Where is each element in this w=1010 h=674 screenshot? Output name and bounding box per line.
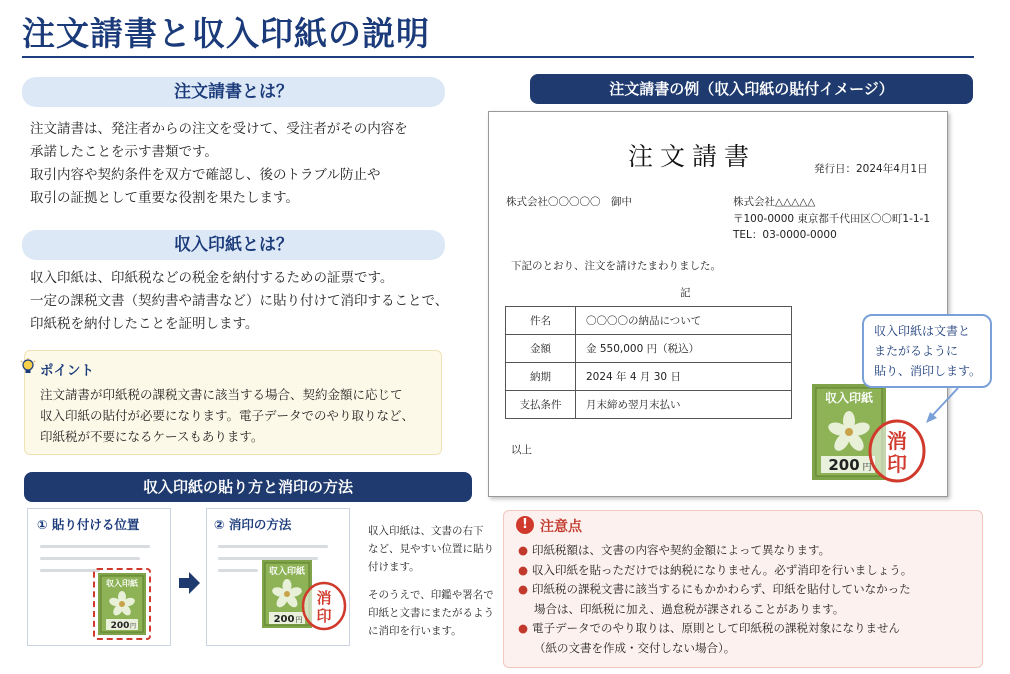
cancel-seal	[300, 580, 348, 632]
list-item: ● 電子データでのやり取りは、原則として印紙税の課税対象になりません	[518, 621, 901, 635]
table-value: 月末締め翌月末払い	[576, 391, 792, 419]
text-line: 収入印紙の貼付が必要になります。電子データでのやり取りなど、	[40, 408, 415, 423]
text-placeholder-line	[218, 545, 328, 548]
table-key: 件名	[506, 307, 576, 335]
callout-arrow-icon	[920, 386, 970, 426]
seal-char: 印	[316, 607, 332, 625]
list-item: ● 印紙税額は、文書の内容や契約金額によって異なります。	[518, 543, 831, 557]
table-value: 2024 年 4 月 30 日	[576, 363, 792, 391]
table-value: 〇〇〇〇の納品について	[576, 307, 792, 335]
text-line: 収入印紙は、印紙税などの税金を納付するための証票です。	[30, 270, 394, 286]
table-key: 支払条件	[506, 391, 576, 419]
lightbulb-icon	[20, 358, 36, 376]
text-line: に消印を行います。	[368, 625, 462, 637]
title-divider	[22, 56, 974, 58]
stamp-yen: 円	[862, 463, 872, 473]
method-desc-2	[368, 586, 494, 640]
list-item: ● 印紙税の課税文書に該当するにもかかわらず、印紙を貼付していなかった	[518, 582, 911, 596]
table-value: 金 550,000 円（税込）	[576, 335, 792, 363]
step2-label: ② 消印の方法	[214, 517, 292, 532]
stamp-yen: 円	[129, 623, 137, 630]
stamp-price: 200	[110, 621, 130, 631]
exclamation-icon: !	[516, 516, 534, 534]
doc-table	[505, 306, 792, 419]
stamp-callout	[862, 314, 992, 388]
list-item-continued: （紙の文書を作成・交付しない場合）。	[534, 640, 736, 655]
stamp-label: 収入印紙	[268, 567, 306, 577]
text-line: 印紙と文書にまたがるよう	[368, 607, 494, 619]
issuer-address: 〒100-0000 東京都千代田区〇〇町1-1-1	[733, 213, 931, 225]
cancel-seal-large	[866, 418, 928, 484]
stamp-yen: 円	[295, 616, 303, 624]
list-item-continued: 場合は、印紙税に加え、過怠税が課されることがあります。	[534, 601, 845, 616]
text-placeholder-line	[40, 569, 100, 572]
doc-ki: 記	[680, 287, 691, 299]
text-line: 注文請書は、発注者からの注文を受けて、受注者がその内容を	[30, 121, 408, 137]
table-row	[506, 363, 792, 391]
text-line: 取引の証拠として重要な役割を果たします。	[30, 190, 299, 206]
text-line: 一定の課税文書（契約書や請書など）に貼り付けて消印することで、	[30, 293, 449, 309]
issuer-name: 株式会社△△△△△	[733, 196, 816, 208]
text-line: 収入印紙は文書と	[874, 324, 971, 338]
stamp-price: 200	[273, 614, 295, 625]
table-key: 金額	[506, 335, 576, 363]
text-placeholder-line	[40, 545, 150, 548]
text-line: 取引内容や契約条件を双方で確認し、後のトラブル防止や	[30, 167, 381, 183]
text-line: またがるように	[874, 344, 959, 358]
point-title: ポイント	[40, 363, 94, 379]
stamp-label: 収入印紙	[106, 579, 138, 588]
section-heading-example: 注文請書の例（収入印紙の貼付イメージ）	[530, 74, 973, 104]
text-line: 承諾したことを示す書類です。	[30, 144, 218, 160]
table-row	[506, 335, 792, 363]
revenue-stamp-small-1	[98, 573, 146, 635]
list-item: ● 収入印紙を貼っただけでは納税になりません。必ず消印を行いましょう。	[518, 562, 913, 577]
order-description	[30, 118, 408, 210]
page-title: 注文請書と収入印紙の説明	[22, 14, 430, 53]
arrow-right-icon	[177, 571, 201, 595]
text-line: など、見やすい位置に貼り	[368, 543, 494, 555]
stamp-label: 収入印紙	[824, 391, 874, 405]
text-line: 印紙税が不要になるケースもあります。	[40, 429, 264, 444]
method-desc-1	[368, 522, 494, 576]
step1-label: ① 貼り付ける位置	[37, 517, 140, 532]
section-heading-order: 注文請書とは？	[22, 77, 445, 107]
doc-title: 注文請書	[628, 142, 757, 171]
text-line: 付けます。	[368, 561, 420, 573]
table-row	[506, 307, 792, 335]
table-row	[506, 391, 792, 419]
table-key: 納期	[506, 363, 576, 391]
section-heading-stamp: 収入印紙とは？	[22, 230, 445, 260]
recipient: 株式会社〇〇〇〇〇 御中	[506, 196, 632, 208]
text-placeholder-line	[218, 569, 258, 572]
seal-char: 消	[316, 589, 332, 607]
doc-intro: 下記のとおり、注文を請けたまわりました。	[511, 260, 721, 272]
section-heading-method: 収入印紙の貼り方と消印の方法	[24, 472, 472, 502]
text-placeholder-line	[40, 557, 140, 560]
point-text	[40, 384, 414, 447]
seal-char: 印	[887, 452, 907, 476]
text-line: 貼り、消印します。	[874, 364, 982, 378]
caution-title: 注意点	[540, 519, 582, 535]
issue-date: 発行日：2024年4月1日	[814, 163, 928, 175]
stamp-description	[30, 267, 448, 336]
text-line: 注文請書が印紙税の課税文書に該当する場合、契約金額に応じて	[40, 387, 403, 402]
caution-list	[518, 541, 912, 658]
seal-char: 消	[887, 429, 907, 453]
issuer-tel: TEL：03-0000-0000	[733, 229, 837, 241]
text-line: 印紙税を納付したことを証明します。	[30, 316, 259, 332]
stamp-price: 200	[828, 456, 860, 474]
text-line: 収入印紙は、文書の右下	[368, 525, 484, 537]
doc-ijo: 以上	[511, 444, 532, 456]
text-line: そのうえで、印鑑や署名で	[368, 589, 494, 601]
